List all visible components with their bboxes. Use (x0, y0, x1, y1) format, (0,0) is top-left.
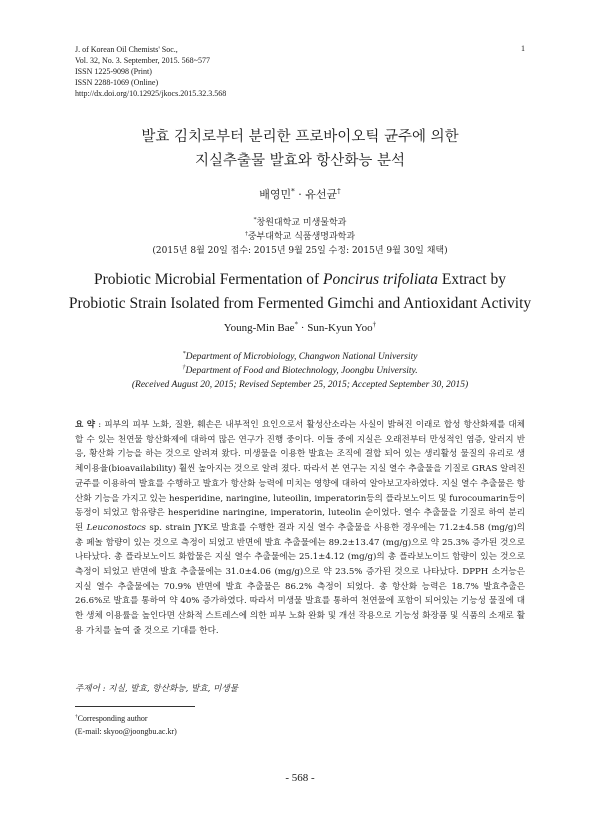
title-en-line1-pre: Probiotic Microbial Fermentation of (94, 271, 324, 288)
author-1-en: Young-Min Bae (223, 322, 295, 334)
journal-header (75, 44, 535, 99)
aff-ko-1-text: 창원대학교 미생물학과 (256, 218, 347, 228)
journal-volume: Vol. 32, No. 3. September, 2015. 568~577 (75, 56, 210, 65)
dates-korean: (2015년 8월 20일 접수: 2015년 9월 25일 수정: 2015년 9월 30일 채택) (152, 246, 448, 256)
title-english-line1 (0, 268, 600, 292)
doi-link[interactable]: http://dx.doi.org/10.12925/jkocs.2015.32.3.568 (75, 89, 227, 98)
abstract (75, 418, 525, 639)
author-separator-ko: · (294, 188, 306, 201)
author-2-ko-mark: † (337, 186, 341, 196)
page-corner-number: 1 (521, 44, 525, 53)
dates-english: (Received August 20, 2015; Revised September 25, 2015; Accepted September 30, 2015) (131, 380, 469, 390)
aff-ko-2-text: 중부대학교 식품생명과학과 (247, 232, 356, 242)
title-en-species: Poncirus trifoliata (323, 271, 438, 288)
title-korean-line1: 발효 김치로부터 분리한 프로바이오틱 균주에 의한 (141, 129, 459, 145)
aff-en-1-mark: * (182, 350, 186, 357)
journal-name: J. of Korean Oil Chemists' Soc., (75, 45, 178, 54)
title-english-line2: Probiotic Strain Isolated from Fermented Gimchi and Antioxidant Activity (68, 295, 532, 312)
author-2-ko: 유선균 (305, 188, 338, 201)
aff-en-1-text: Department of Microbiology, Changwon National University (185, 352, 418, 362)
affiliation-ko-2 (0, 230, 600, 244)
title-en-line1-post: Extract by (437, 271, 506, 288)
author-1-en-mark: * (294, 320, 299, 329)
footnote-mark: † (75, 713, 78, 720)
footnote (75, 712, 177, 738)
aff-ko-2-mark: † (244, 231, 248, 237)
authors-english (0, 322, 600, 334)
author-2-en: Sun-Kyun Yoo (307, 322, 373, 334)
footnote-text: Corresponding author (77, 714, 148, 723)
issn-online: ISSN 2288-1069 (Online) (75, 78, 159, 87)
abstract-species: Leuconostocs (86, 522, 146, 533)
aff-en-2-text: Department of Food and Biotechnology, Joongbu University. (185, 366, 418, 376)
title-korean-line2: 지실추출물 발효와 항산화능 분석 (195, 153, 405, 169)
author-1-ko: 배영민 (259, 188, 292, 201)
footnote-divider (75, 706, 195, 707)
footnote-line1 (75, 712, 177, 725)
aff-ko-1-mark: * (253, 217, 257, 223)
aff-en-2-mark: † (182, 364, 186, 371)
footnote-email: (E-mail: skyoo@joongbu.ac.kr) (75, 727, 177, 736)
author-separator-en: · (298, 322, 308, 334)
page-number: - 568 - (285, 772, 315, 784)
author-1-ko-mark: * (291, 186, 295, 196)
issn-print: ISSN 1225-9098 (Print) (75, 67, 152, 76)
authors-korean (0, 186, 600, 202)
abstract-text-2: sp. strain JYK로 발효를 수행한 결과 지실 열수 추출물을 사용한 경우에는 71.2±4.58 (mg/g)의 총 페놀 함량이 있는 것으로 측정이 되었고 반면에 발효 추출물에는 89.2±13.47 (mg/g)으로 약 25.3% 증가된 것으로 나타났다. 총 플라보노이드 화합물은 지실 열수 추출물에는 25.1±4.12 (mg/g)의 총 플라보노이드 함량이 있는 것으로 측정이 되었고 반면에 발효 추출물에는 31.0±4.06 (mg/g)으로 약 23.5% 증가된 것으로 나타났다. DPPH 소거능은 지실 열수 추출물에는 70.9% 반면에 발효 추출물은 86.2% 측정이 되었다. 총 항산화 능력은 18.7% 발효추출은 26.6%로 발효를 통하여 약 40% 증가하였다. 따라서 미생물 발효를 통하여 천연물에 포함이 되어있는 기능성 물질에 대한 생체 이용률을 높인다면 산화적 스트레스에 의한 피부 노화 완화 및 개선 작용으로 기능성 화장품 및 식품의 소재로 활용 가치를 높여 줄 것으로 기대를 한다. (75, 522, 525, 636)
abstract-label: 요 약 (75, 420, 96, 430)
keywords: 주제어 : 지실, 발효, 항산화능, 발효, 미생물 (75, 684, 239, 694)
abstract-text-1: : 피부의 피부 노화, 질환, 훼손은 내부적인 요인으로서 활성산소라는 사실이 밝혀진 이래로 합성 항산화제를 대체할 수 있는 천연물 항산화제에 대하여 많은 연구가 진행 중이다. 이들 중에 지실은 오래전부터 만성적인 염증, 알러지 반응, 황산화 기능을 하는 것으로 알려져 왔다. 미생물을 이용한 발효는 조직에 결합 되어 있는 생리활성 물질의 유리로 생체이용율(bioavailability) 훨씬 높아지는 것으로 알려 졌다. 따라서 본 연구는 지실 열수 추출물을 기질로 GRAS 알려진 균주를 이용하여 발효를 수행하고 발효가 항산화 능력에 미치는 영향에 대하여 알아보고자하였다. 지실 열수 추출물은 항산화 기능을 가지고 있는 hesperidine, naringine, luteoilin, imperatorin등의 플라보노이드 및 furocoumarin등이 동정이 되었고 함유량은 hesperidine naringine, imperatorin, luteolin 순이었다. 열수 추출물을 기질로 하여 분리된 (75, 420, 525, 533)
affiliation-ko-1 (0, 216, 600, 230)
affiliation-en-1 (0, 350, 600, 364)
author-2-en-mark: † (372, 320, 377, 329)
affiliation-en-2 (0, 364, 600, 378)
